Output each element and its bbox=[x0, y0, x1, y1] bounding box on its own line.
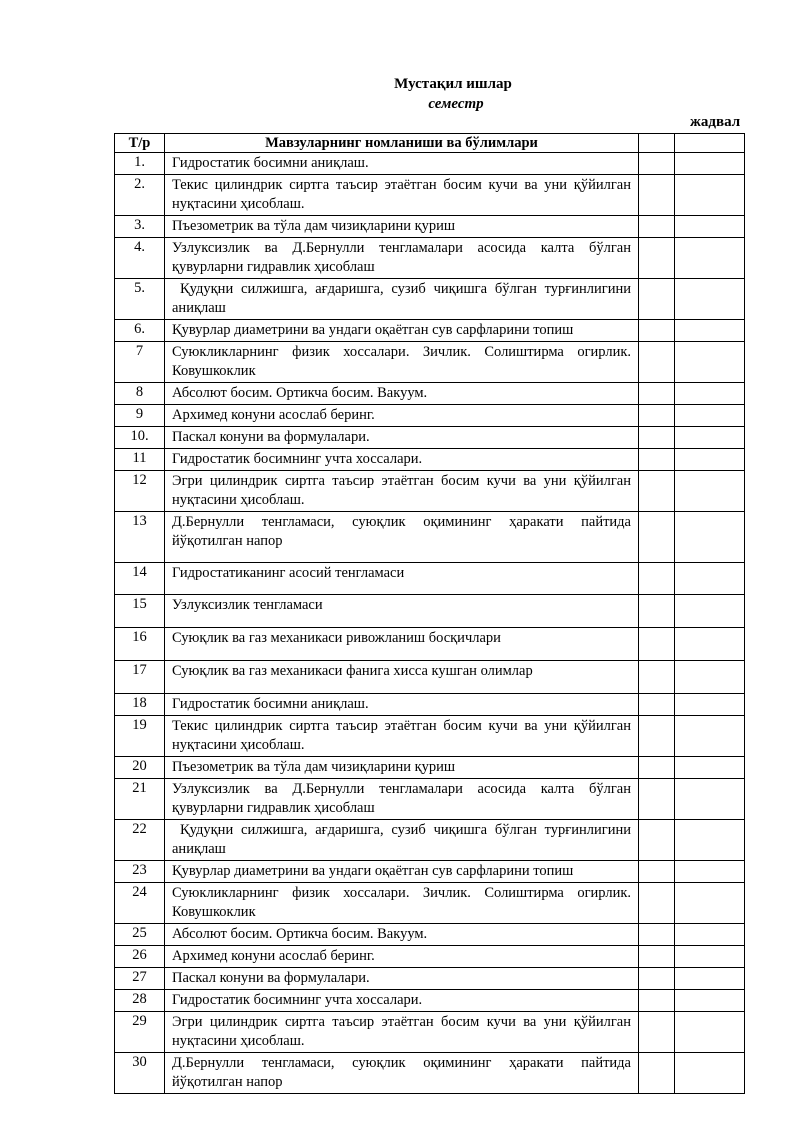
row-empty-cell bbox=[675, 175, 745, 216]
table-row bbox=[115, 342, 745, 383]
row-topic-text: Пъезометрик ва тўла дам чизиқларини қуриш bbox=[172, 759, 456, 775]
row-empty-cell bbox=[675, 861, 745, 883]
table-row bbox=[115, 216, 745, 238]
row-number: 22 bbox=[115, 820, 165, 861]
table-row bbox=[115, 427, 745, 449]
row-topic-text: Д.Бернулли тенгламаси, суюқлик оқимининг ҳаракати пайтида йўқотилган напор bbox=[172, 1055, 631, 1090]
row-empty-cell bbox=[675, 216, 745, 238]
row-empty-cell bbox=[639, 563, 675, 595]
row-number: 2. bbox=[115, 175, 165, 216]
row-topic-text: Суюқлик ва газ механикаси ривожланиш босқичлари bbox=[172, 630, 501, 646]
row-topic-text: Эгри цилиндрик сиртга таъсир этаётган босим кучи ва уни қўйилган нуқтасини ҳисоблаш. bbox=[172, 473, 631, 508]
document-subtitle: семестр bbox=[428, 96, 484, 112]
row-number: 27 bbox=[115, 968, 165, 990]
row-topic-text: Узлуксизлик ва Д.Бернулли тенгламалари асосида калта бўлган қувурларни гидравлик ҳисоблаш bbox=[172, 781, 631, 816]
row-topic bbox=[165, 1012, 639, 1053]
row-empty-cell bbox=[675, 820, 745, 861]
row-topic-text: Узлуксизлик тенгламаси bbox=[172, 597, 323, 613]
table-row bbox=[115, 694, 745, 716]
table-row bbox=[115, 757, 745, 779]
row-empty-cell bbox=[639, 471, 675, 512]
column-header-extra-1 bbox=[639, 134, 675, 153]
row-topic bbox=[165, 779, 639, 820]
table-row bbox=[115, 383, 745, 405]
row-topic bbox=[165, 175, 639, 216]
row-empty-cell bbox=[639, 342, 675, 383]
row-number: 23 bbox=[115, 861, 165, 883]
column-header-extra-2 bbox=[675, 134, 745, 153]
row-number: 24 bbox=[115, 883, 165, 924]
row-empty-cell bbox=[639, 216, 675, 238]
row-empty-cell bbox=[639, 320, 675, 342]
row-topic-text: Гидростатиканинг асосий тенгламаси bbox=[172, 565, 405, 581]
table-row bbox=[115, 279, 745, 320]
row-topic-text: Қудуқни силжишга, ағдаришга, сузиб чиқишга бўлган турғинлигини аниқлаш bbox=[172, 822, 631, 857]
table-row bbox=[115, 320, 745, 342]
table-row bbox=[115, 779, 745, 820]
row-number: 18 bbox=[115, 694, 165, 716]
row-empty-cell bbox=[675, 1053, 745, 1094]
table-row bbox=[115, 861, 745, 883]
row-empty-cell bbox=[675, 238, 745, 279]
row-number: 26 bbox=[115, 946, 165, 968]
row-empty-cell bbox=[675, 279, 745, 320]
row-topic bbox=[165, 716, 639, 757]
row-empty-cell bbox=[639, 175, 675, 216]
row-empty-cell bbox=[675, 512, 745, 563]
row-topic-text: Гидростатик босимни аниқлаш. bbox=[172, 155, 369, 171]
table-row bbox=[115, 1012, 745, 1053]
row-number: 4. bbox=[115, 238, 165, 279]
row-number: 25 bbox=[115, 924, 165, 946]
row-empty-cell bbox=[639, 279, 675, 320]
row-topic bbox=[165, 990, 639, 1012]
row-topic bbox=[165, 153, 639, 175]
row-topic-text: Қувурлар диаметрини ва ундаги оқаётган сув сарфларини топиш bbox=[172, 322, 574, 338]
row-number: 6. bbox=[115, 320, 165, 342]
row-topic bbox=[165, 968, 639, 990]
row-number: 17 bbox=[115, 661, 165, 694]
row-number: 29 bbox=[115, 1012, 165, 1053]
row-topic bbox=[165, 563, 639, 595]
row-topic bbox=[165, 383, 639, 405]
row-empty-cell bbox=[675, 427, 745, 449]
row-empty-cell bbox=[639, 661, 675, 694]
row-empty-cell bbox=[639, 595, 675, 628]
row-empty-cell bbox=[675, 153, 745, 175]
row-number: 9 bbox=[115, 405, 165, 427]
row-topic bbox=[165, 216, 639, 238]
row-empty-cell bbox=[639, 1053, 675, 1094]
row-topic bbox=[165, 405, 639, 427]
row-topic bbox=[165, 427, 639, 449]
row-empty-cell bbox=[639, 716, 675, 757]
table-row bbox=[115, 883, 745, 924]
row-empty-cell bbox=[675, 405, 745, 427]
row-number: 20 bbox=[115, 757, 165, 779]
row-empty-cell bbox=[639, 628, 675, 661]
row-number: 14 bbox=[115, 563, 165, 595]
row-empty-cell bbox=[675, 628, 745, 661]
row-topic-text: Эгри цилиндрик сиртга таъсир этаётган босим кучи ва уни қўйилган нуқтасини ҳисоблаш. bbox=[172, 1014, 631, 1049]
row-empty-cell bbox=[639, 153, 675, 175]
table-row bbox=[115, 628, 745, 661]
table-row bbox=[115, 968, 745, 990]
table-row bbox=[115, 449, 745, 471]
document-title: Мустақил ишлар bbox=[394, 76, 512, 92]
table-row bbox=[115, 405, 745, 427]
table-row bbox=[115, 595, 745, 628]
row-number: 10. bbox=[115, 427, 165, 449]
row-number: 7 bbox=[115, 342, 165, 383]
row-topic-text: Гидростатик босимнинг учта хоссалари. bbox=[172, 451, 423, 467]
table-row bbox=[115, 175, 745, 216]
row-empty-cell bbox=[675, 342, 745, 383]
row-number: 21 bbox=[115, 779, 165, 820]
row-topic-text: Абсолют босим. Ортикча босим. Вакуум. bbox=[172, 385, 428, 401]
row-topic bbox=[165, 820, 639, 861]
row-topic bbox=[165, 924, 639, 946]
table-row bbox=[115, 153, 745, 175]
row-topic-text: Архимед конуни асослаб беринг. bbox=[172, 407, 375, 423]
row-empty-cell bbox=[675, 779, 745, 820]
row-empty-cell bbox=[675, 595, 745, 628]
row-topic-text: Паскал конуни ва формулалари. bbox=[172, 970, 370, 986]
row-topic bbox=[165, 595, 639, 628]
row-topic-text: Текис цилиндрик сиртга таъсир этаётган босим кучи ва уни қўйилган нуқтасини ҳисоблаш. bbox=[172, 177, 631, 212]
row-empty-cell bbox=[675, 883, 745, 924]
table-row bbox=[115, 716, 745, 757]
row-empty-cell bbox=[675, 968, 745, 990]
row-topic-text: Пъезометрик ва тўла дам чизиқларини қуриш bbox=[172, 218, 456, 234]
row-topic bbox=[165, 661, 639, 694]
row-topic bbox=[165, 883, 639, 924]
row-number: 16 bbox=[115, 628, 165, 661]
row-empty-cell bbox=[675, 320, 745, 342]
row-topic bbox=[165, 628, 639, 661]
row-number: 19 bbox=[115, 716, 165, 757]
table-row bbox=[115, 238, 745, 279]
row-empty-cell bbox=[675, 990, 745, 1012]
row-topic-text: Гидростатик босимнинг учта хоссалари. bbox=[172, 992, 423, 1008]
row-empty-cell bbox=[639, 1012, 675, 1053]
row-topic-text: Суюқлик ва газ механикаси фанига хисса кушган олимлар bbox=[172, 663, 533, 679]
row-topic-text: Суюкликларнинг физик хоссалари. Зичлик. Солиштирма огирлик. Ковушкоклик bbox=[172, 344, 631, 379]
row-topic bbox=[165, 320, 639, 342]
row-empty-cell bbox=[675, 383, 745, 405]
row-empty-cell bbox=[639, 427, 675, 449]
table-row bbox=[115, 924, 745, 946]
row-topic bbox=[165, 694, 639, 716]
row-topic bbox=[165, 449, 639, 471]
row-topic-text: Д.Бернулли тенгламаси, суюқлик оқимининг ҳаракати пайтида йўқотилган напор bbox=[172, 514, 631, 549]
row-number: 1. bbox=[115, 153, 165, 175]
row-topic-text: Текис цилиндрик сиртга таъсир этаётган босим кучи ва уни қўйилган нуқтасини ҳисоблаш. bbox=[172, 718, 631, 753]
row-empty-cell bbox=[675, 661, 745, 694]
topics-table bbox=[114, 133, 745, 1094]
row-topic-text: Қувурлар диаметрини ва ундаги оқаётган сув сарфларини топиш bbox=[172, 863, 574, 879]
row-topic bbox=[165, 946, 639, 968]
table-body bbox=[115, 153, 745, 1094]
row-number: 15 bbox=[115, 595, 165, 628]
table-row bbox=[115, 661, 745, 694]
row-empty-cell bbox=[639, 779, 675, 820]
row-topic-text: Абсолют босим. Ортикча босим. Вакуум. bbox=[172, 926, 428, 942]
row-empty-cell bbox=[675, 757, 745, 779]
row-empty-cell bbox=[675, 716, 745, 757]
row-empty-cell bbox=[675, 924, 745, 946]
row-empty-cell bbox=[639, 883, 675, 924]
table-row bbox=[115, 563, 745, 595]
row-number: 28 bbox=[115, 990, 165, 1012]
row-empty-cell bbox=[675, 449, 745, 471]
row-number: 5. bbox=[115, 279, 165, 320]
row-empty-cell bbox=[639, 694, 675, 716]
row-empty-cell bbox=[639, 383, 675, 405]
table-row bbox=[115, 946, 745, 968]
row-empty-cell bbox=[675, 694, 745, 716]
row-topic bbox=[165, 342, 639, 383]
row-number: 30 bbox=[115, 1053, 165, 1094]
column-header-topic: Мавзуларнинг номланиши ва бўлимлари bbox=[165, 134, 639, 153]
row-empty-cell bbox=[639, 990, 675, 1012]
row-topic bbox=[165, 757, 639, 779]
table-header-row bbox=[115, 134, 745, 153]
row-topic-text: Архимед конуни асослаб беринг. bbox=[172, 948, 375, 964]
row-empty-cell bbox=[675, 563, 745, 595]
row-topic bbox=[165, 512, 639, 563]
row-empty-cell bbox=[639, 820, 675, 861]
row-empty-cell bbox=[639, 449, 675, 471]
row-topic bbox=[165, 861, 639, 883]
row-topic bbox=[165, 238, 639, 279]
row-number: 12 bbox=[115, 471, 165, 512]
row-empty-cell bbox=[639, 946, 675, 968]
row-topic bbox=[165, 279, 639, 320]
row-empty-cell bbox=[675, 946, 745, 968]
row-empty-cell bbox=[639, 968, 675, 990]
row-topic-text: Паскал конуни ва формулалари. bbox=[172, 429, 370, 445]
row-empty-cell bbox=[639, 238, 675, 279]
table-note: жадвал bbox=[690, 114, 741, 130]
row-empty-cell bbox=[639, 512, 675, 563]
table-row bbox=[115, 990, 745, 1012]
table-row bbox=[115, 1053, 745, 1094]
row-empty-cell bbox=[675, 471, 745, 512]
row-empty-cell bbox=[639, 924, 675, 946]
row-topic-text: Қудуқни силжишга, ағдаришга, сузиб чиқишга бўлган турғинлигини аниқлаш bbox=[172, 281, 631, 316]
table-row bbox=[115, 820, 745, 861]
row-topic bbox=[165, 471, 639, 512]
row-number: 11 bbox=[115, 449, 165, 471]
table-row bbox=[115, 512, 745, 563]
row-topic-text: Узлуксизлик ва Д.Бернулли тенгламалари асосида калта бўлган қувурларни гидравлик ҳисоблаш bbox=[172, 240, 631, 275]
row-empty-cell bbox=[639, 757, 675, 779]
row-number: 13 bbox=[115, 512, 165, 563]
row-number: 8 bbox=[115, 383, 165, 405]
row-topic-text: Суюкликларнинг физик хоссалари. Зичлик. Солиштирма огирлик. Ковушкоклик bbox=[172, 885, 631, 920]
row-empty-cell bbox=[639, 861, 675, 883]
row-empty-cell bbox=[639, 405, 675, 427]
row-topic bbox=[165, 1053, 639, 1094]
row-empty-cell bbox=[675, 1012, 745, 1053]
row-topic-text: Гидростатик босимни аниқлаш. bbox=[172, 696, 369, 712]
column-header-number: Т/р bbox=[115, 134, 165, 153]
table-row bbox=[115, 471, 745, 512]
row-number: 3. bbox=[115, 216, 165, 238]
